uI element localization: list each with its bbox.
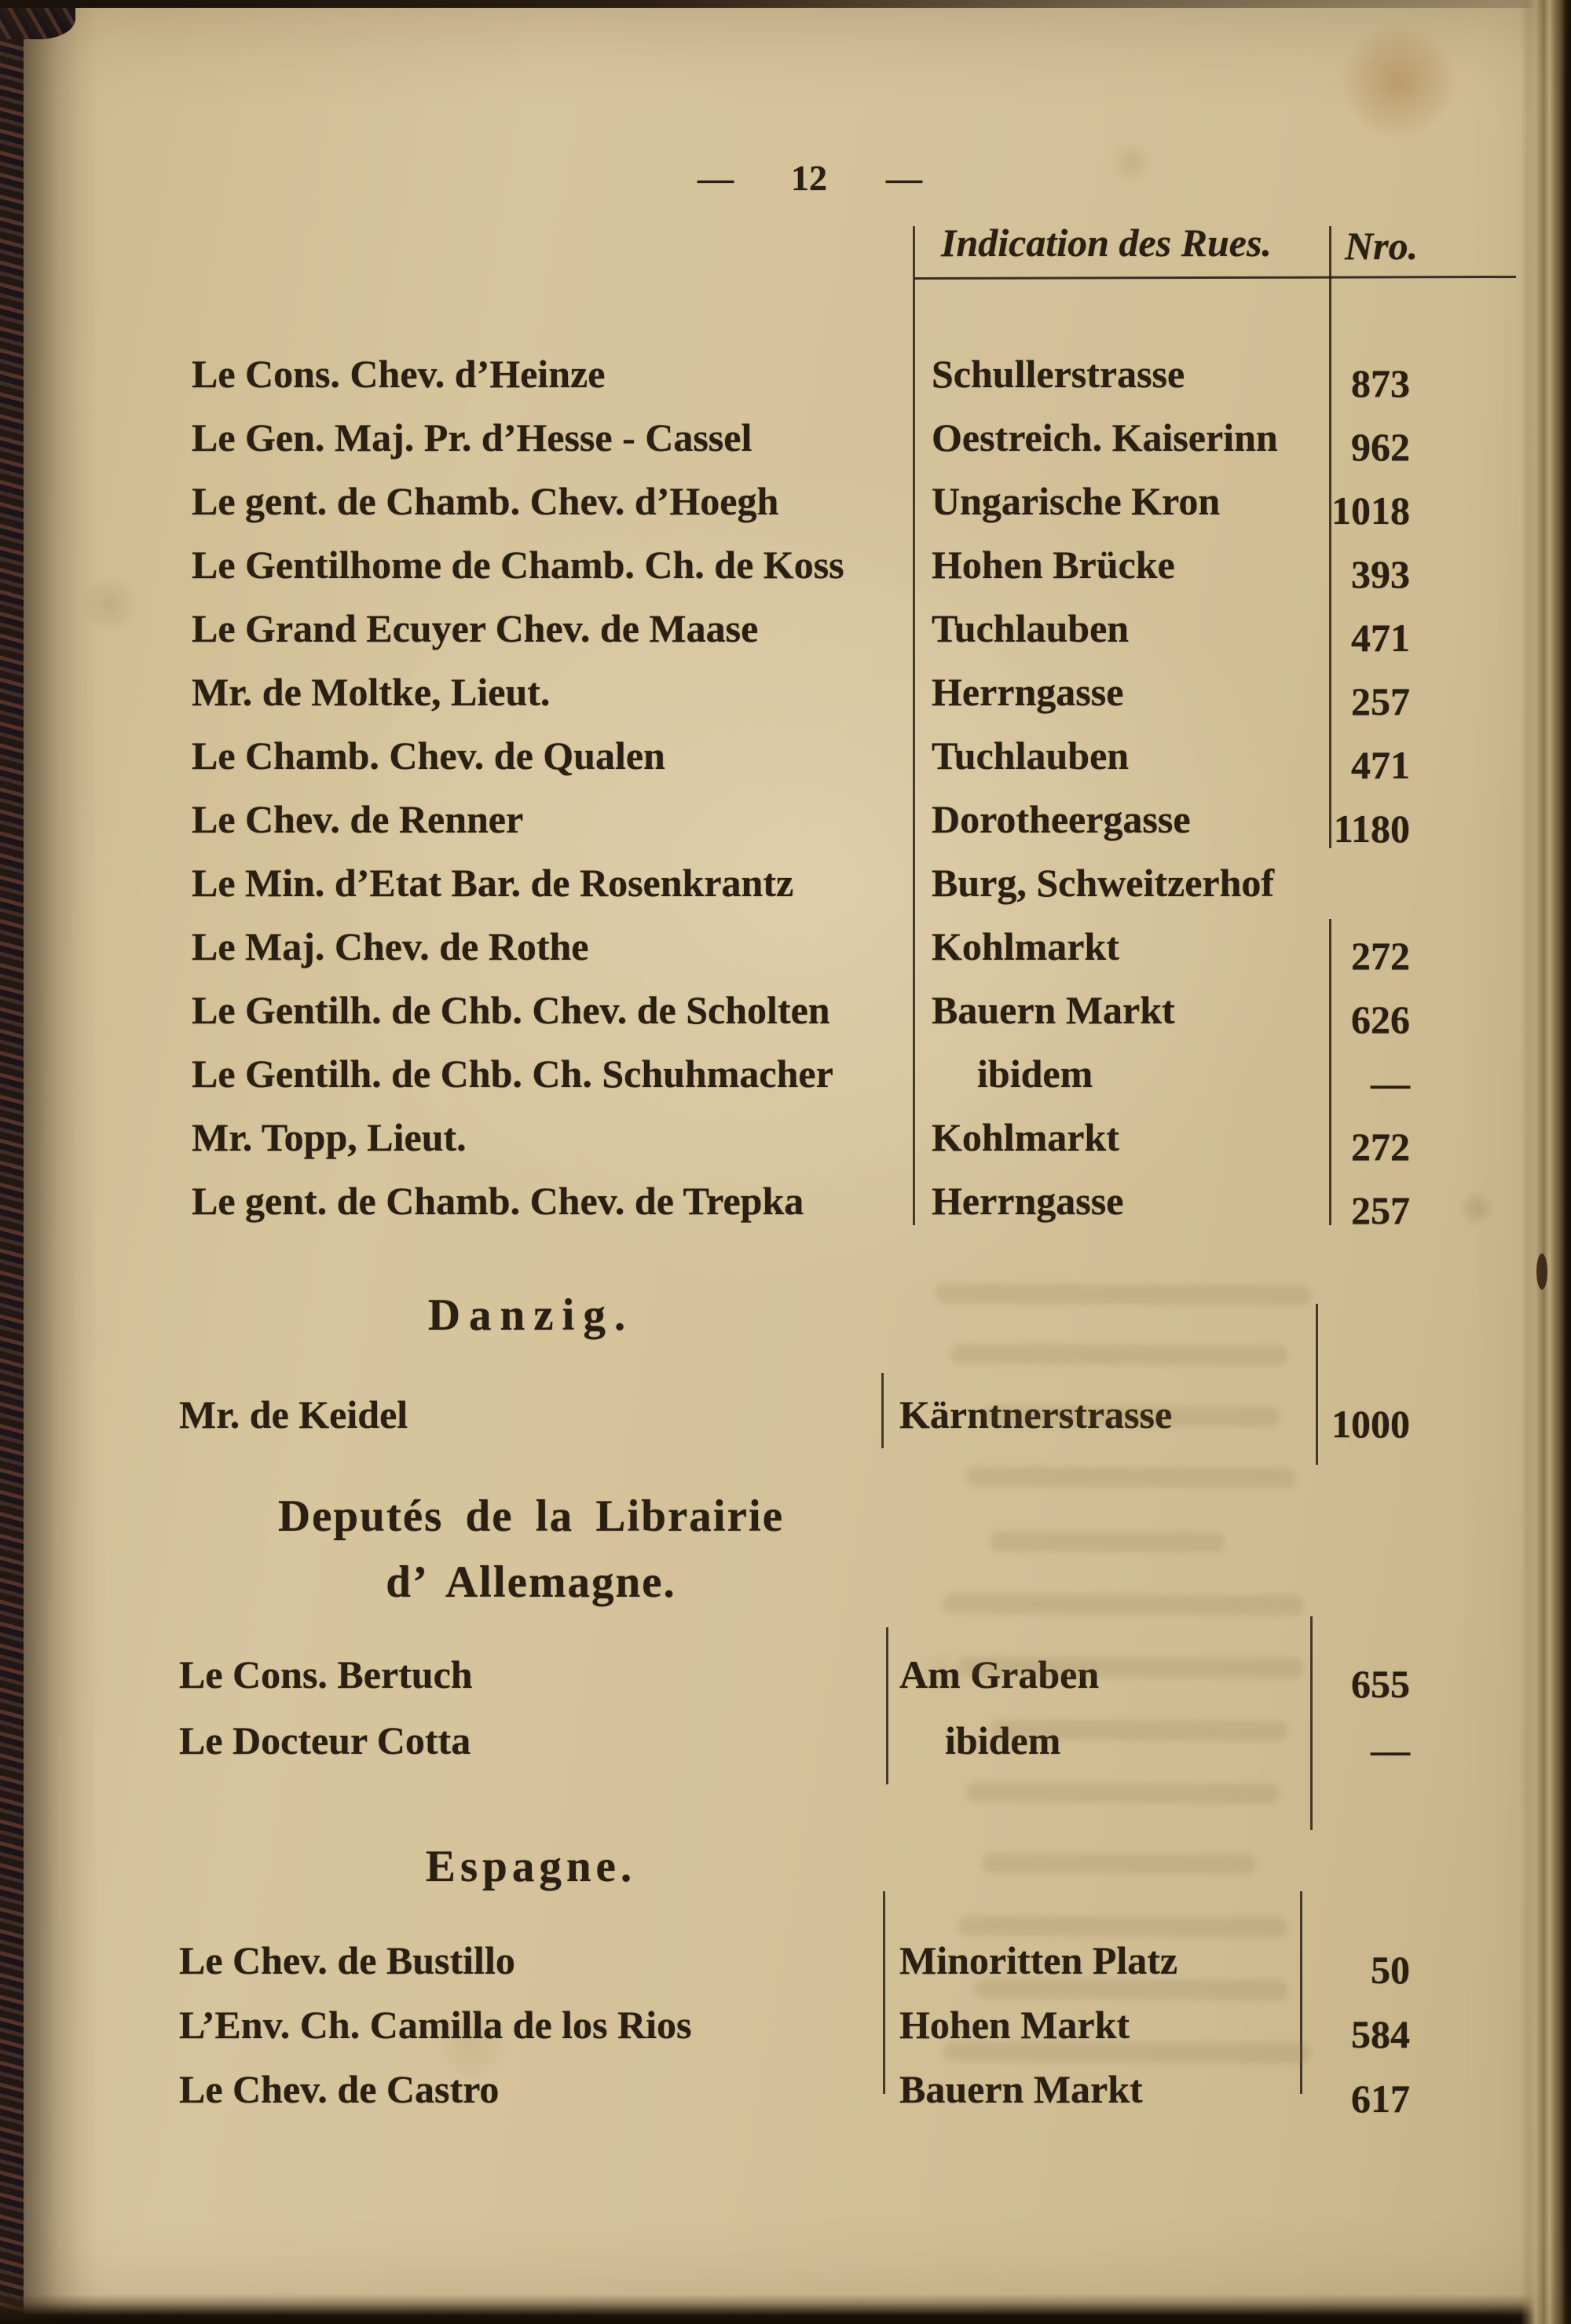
header-underline-rule: [914, 276, 1516, 280]
bleedthrough-mark: [982, 1405, 1280, 1427]
house-number: 257: [1351, 1188, 1410, 1232]
resident-name: Le Chamb. Chev. de Qualen: [192, 733, 665, 778]
resident-name: Le Gen. Maj. Pr. d’Hesse - Cassel: [192, 415, 753, 459]
street-name: Burg, Schweitzerhof: [932, 860, 1275, 905]
directory-row: [0, 1641, 1571, 1707]
directory-row: [0, 978, 1571, 1041]
street-name: Dorotheergasse: [932, 796, 1191, 841]
bleedthrough-mark: [958, 1656, 1304, 1678]
page-number: 12: [791, 158, 827, 198]
directory-row: [0, 405, 1571, 469]
directory-row: [0, 2057, 1571, 2121]
street-name: Ungarische Kron: [932, 478, 1221, 523]
column-header-nro: Nro.: [1345, 224, 1419, 268]
street-name: Kohlmarkt: [932, 1114, 1119, 1159]
house-number: 50: [1371, 1948, 1410, 1992]
street-name: Tuchlauben: [932, 606, 1130, 650]
edge-smudge: [1536, 1253, 1547, 1290]
directory-row: [0, 1993, 1571, 2057]
directory-row: [0, 787, 1571, 851]
resident-name: Le Cons. Bertuch: [179, 1652, 473, 1696]
gutter-shadow: [24, 0, 98, 2324]
directory-table-danzig: [0, 1382, 1571, 1446]
street-name: Oestreich. Kaiserinn: [932, 415, 1278, 459]
house-number: 1018: [1331, 488, 1410, 533]
resident-name: Le Chev. de Renner: [192, 796, 524, 841]
house-number: 272: [1351, 933, 1410, 978]
directory-row: [0, 1707, 1571, 1773]
page-stack-edge: [1521, 0, 1571, 2324]
section-title-espagne: Espagne.: [425, 1842, 637, 1891]
house-number: 655: [1351, 1662, 1410, 1706]
bleedthrough-mark: [990, 1719, 1288, 1741]
page-number-line: [698, 157, 921, 199]
section-title-danzig: Danzig.: [427, 1290, 635, 1340]
resident-name: Mr. de Moltke, Lieut.: [192, 669, 551, 714]
ornament-dash-left: —: [698, 158, 732, 198]
bleedthrough-mark: [982, 1853, 1257, 1875]
section-title-deputes-line2: d’ Allemagne.: [386, 1557, 676, 1607]
bleedthrough-mark: [935, 1283, 1312, 1306]
directory-row: [0, 1928, 1571, 1993]
resident-name: Le Chev. de Bustillo: [179, 1938, 515, 1982]
bleedthrough-mark: [966, 1782, 1280, 1804]
directory-row: [0, 1169, 1571, 1232]
house-number: 1180: [1333, 806, 1410, 851]
street-name: Kärntnerstrasse: [899, 1392, 1173, 1436]
resident-name: L’Env. Ch. Camilla de los Rios: [179, 2003, 692, 2047]
directory-table-main: [0, 342, 1571, 1232]
directory-row: [0, 342, 1571, 405]
directory-row: [0, 1105, 1571, 1169]
street-name: Schullerstrasse: [932, 351, 1185, 396]
house-number: 393: [1351, 551, 1410, 596]
directory-row: [0, 660, 1571, 723]
directory-row: [0, 914, 1571, 978]
house-number: 257: [1351, 679, 1410, 723]
bleedthrough-mark: [943, 1594, 1304, 1616]
house-number: 471: [1351, 615, 1410, 660]
resident-name: Le Cons. Chev. d’Heinze: [192, 351, 606, 396]
directory-row: [0, 596, 1571, 660]
street-name: Herrngasse: [932, 1178, 1124, 1223]
house-number: 962: [1351, 424, 1410, 469]
resident-name: Le Grand Ecuyer Chev. de Maase: [192, 606, 759, 650]
street-name: Herrngasse: [932, 669, 1124, 714]
house-number: 626: [1351, 997, 1410, 1041]
directory-row: [0, 1041, 1571, 1105]
house-number: 873: [1351, 360, 1410, 405]
directory-row: [0, 1382, 1571, 1446]
resident-name: Mr. de Keidel: [179, 1392, 408, 1436]
street-name: Hohen Markt: [899, 2003, 1130, 2047]
house-number: 1000: [1331, 1401, 1410, 1446]
bleedthrough-mark: [958, 1916, 1288, 1938]
street-name: Hohen Brücke: [932, 542, 1175, 587]
bleedthrough-mark: [966, 1466, 1296, 1488]
street-name: Tuchlauben: [932, 733, 1130, 778]
bleedthrough-mark: [943, 2041, 1312, 2063]
street-name: ibidem: [977, 1051, 1093, 1096]
resident-name: Le Maj. Chev. de Rothe: [192, 924, 589, 968]
bleedthrough-mark: [990, 1531, 1225, 1553]
resident-name: Le Gentilh. de Chb. Chev. de Scholten: [192, 987, 830, 1032]
directory-row: [0, 533, 1571, 596]
resident-name: Le Docteur Cotta: [179, 1718, 471, 1762]
street-name: ibidem: [945, 1718, 1061, 1762]
street-name: Bauern Markt: [932, 987, 1175, 1032]
directory-row: [0, 851, 1571, 914]
resident-name: Le Gentilh. de Chb. Ch. Schuhmacher: [192, 1051, 833, 1096]
house-number: 584: [1351, 2012, 1410, 2056]
directory-table-deputes: [0, 1641, 1571, 1773]
resident-name: Le Gentilhome de Chamb. Ch. de Koss: [192, 542, 844, 587]
house-number: 471: [1351, 742, 1410, 787]
street-name: Bauern Markt: [899, 2067, 1143, 2111]
directory-row: [0, 469, 1571, 533]
binding-marbled-edge: [0, 0, 24, 2324]
bleedthrough-mark: [950, 1344, 1288, 1366]
bleedthrough-mark: [974, 1978, 1288, 2000]
column-header-rues: Indication des Rues.: [941, 221, 1272, 265]
directory-table-espagne: [0, 1928, 1571, 2121]
resident-name: Le gent. de Chamb. Chev. de Trepka: [192, 1178, 804, 1223]
street-name: Kohlmarkt: [932, 924, 1119, 968]
street-name: Am Graben: [899, 1652, 1100, 1696]
house-number: 617: [1351, 2077, 1410, 2121]
resident-name: Mr. Topp, Lieut.: [192, 1114, 467, 1159]
resident-name: Le Chev. de Castro: [179, 2067, 500, 2111]
page-top-edge: [0, 0, 1571, 8]
house-number: —: [1371, 1728, 1410, 1772]
resident-name: Le Min. d’Etat Bar. de Rosenkrantz: [192, 860, 794, 905]
page-bottom-edge: [0, 2294, 1571, 2324]
section-title-deputes-line1: Deputés de la Librairie: [277, 1491, 785, 1541]
directory-row: [0, 723, 1571, 787]
ornament-dash-right: —: [886, 158, 921, 198]
resident-name: Le gent. de Chamb. Chev. d’Hoegh: [192, 478, 779, 523]
street-name: Minoritten Platz: [899, 1938, 1178, 1982]
house-number: —: [1371, 1060, 1410, 1105]
house-number: 272: [1351, 1124, 1410, 1169]
